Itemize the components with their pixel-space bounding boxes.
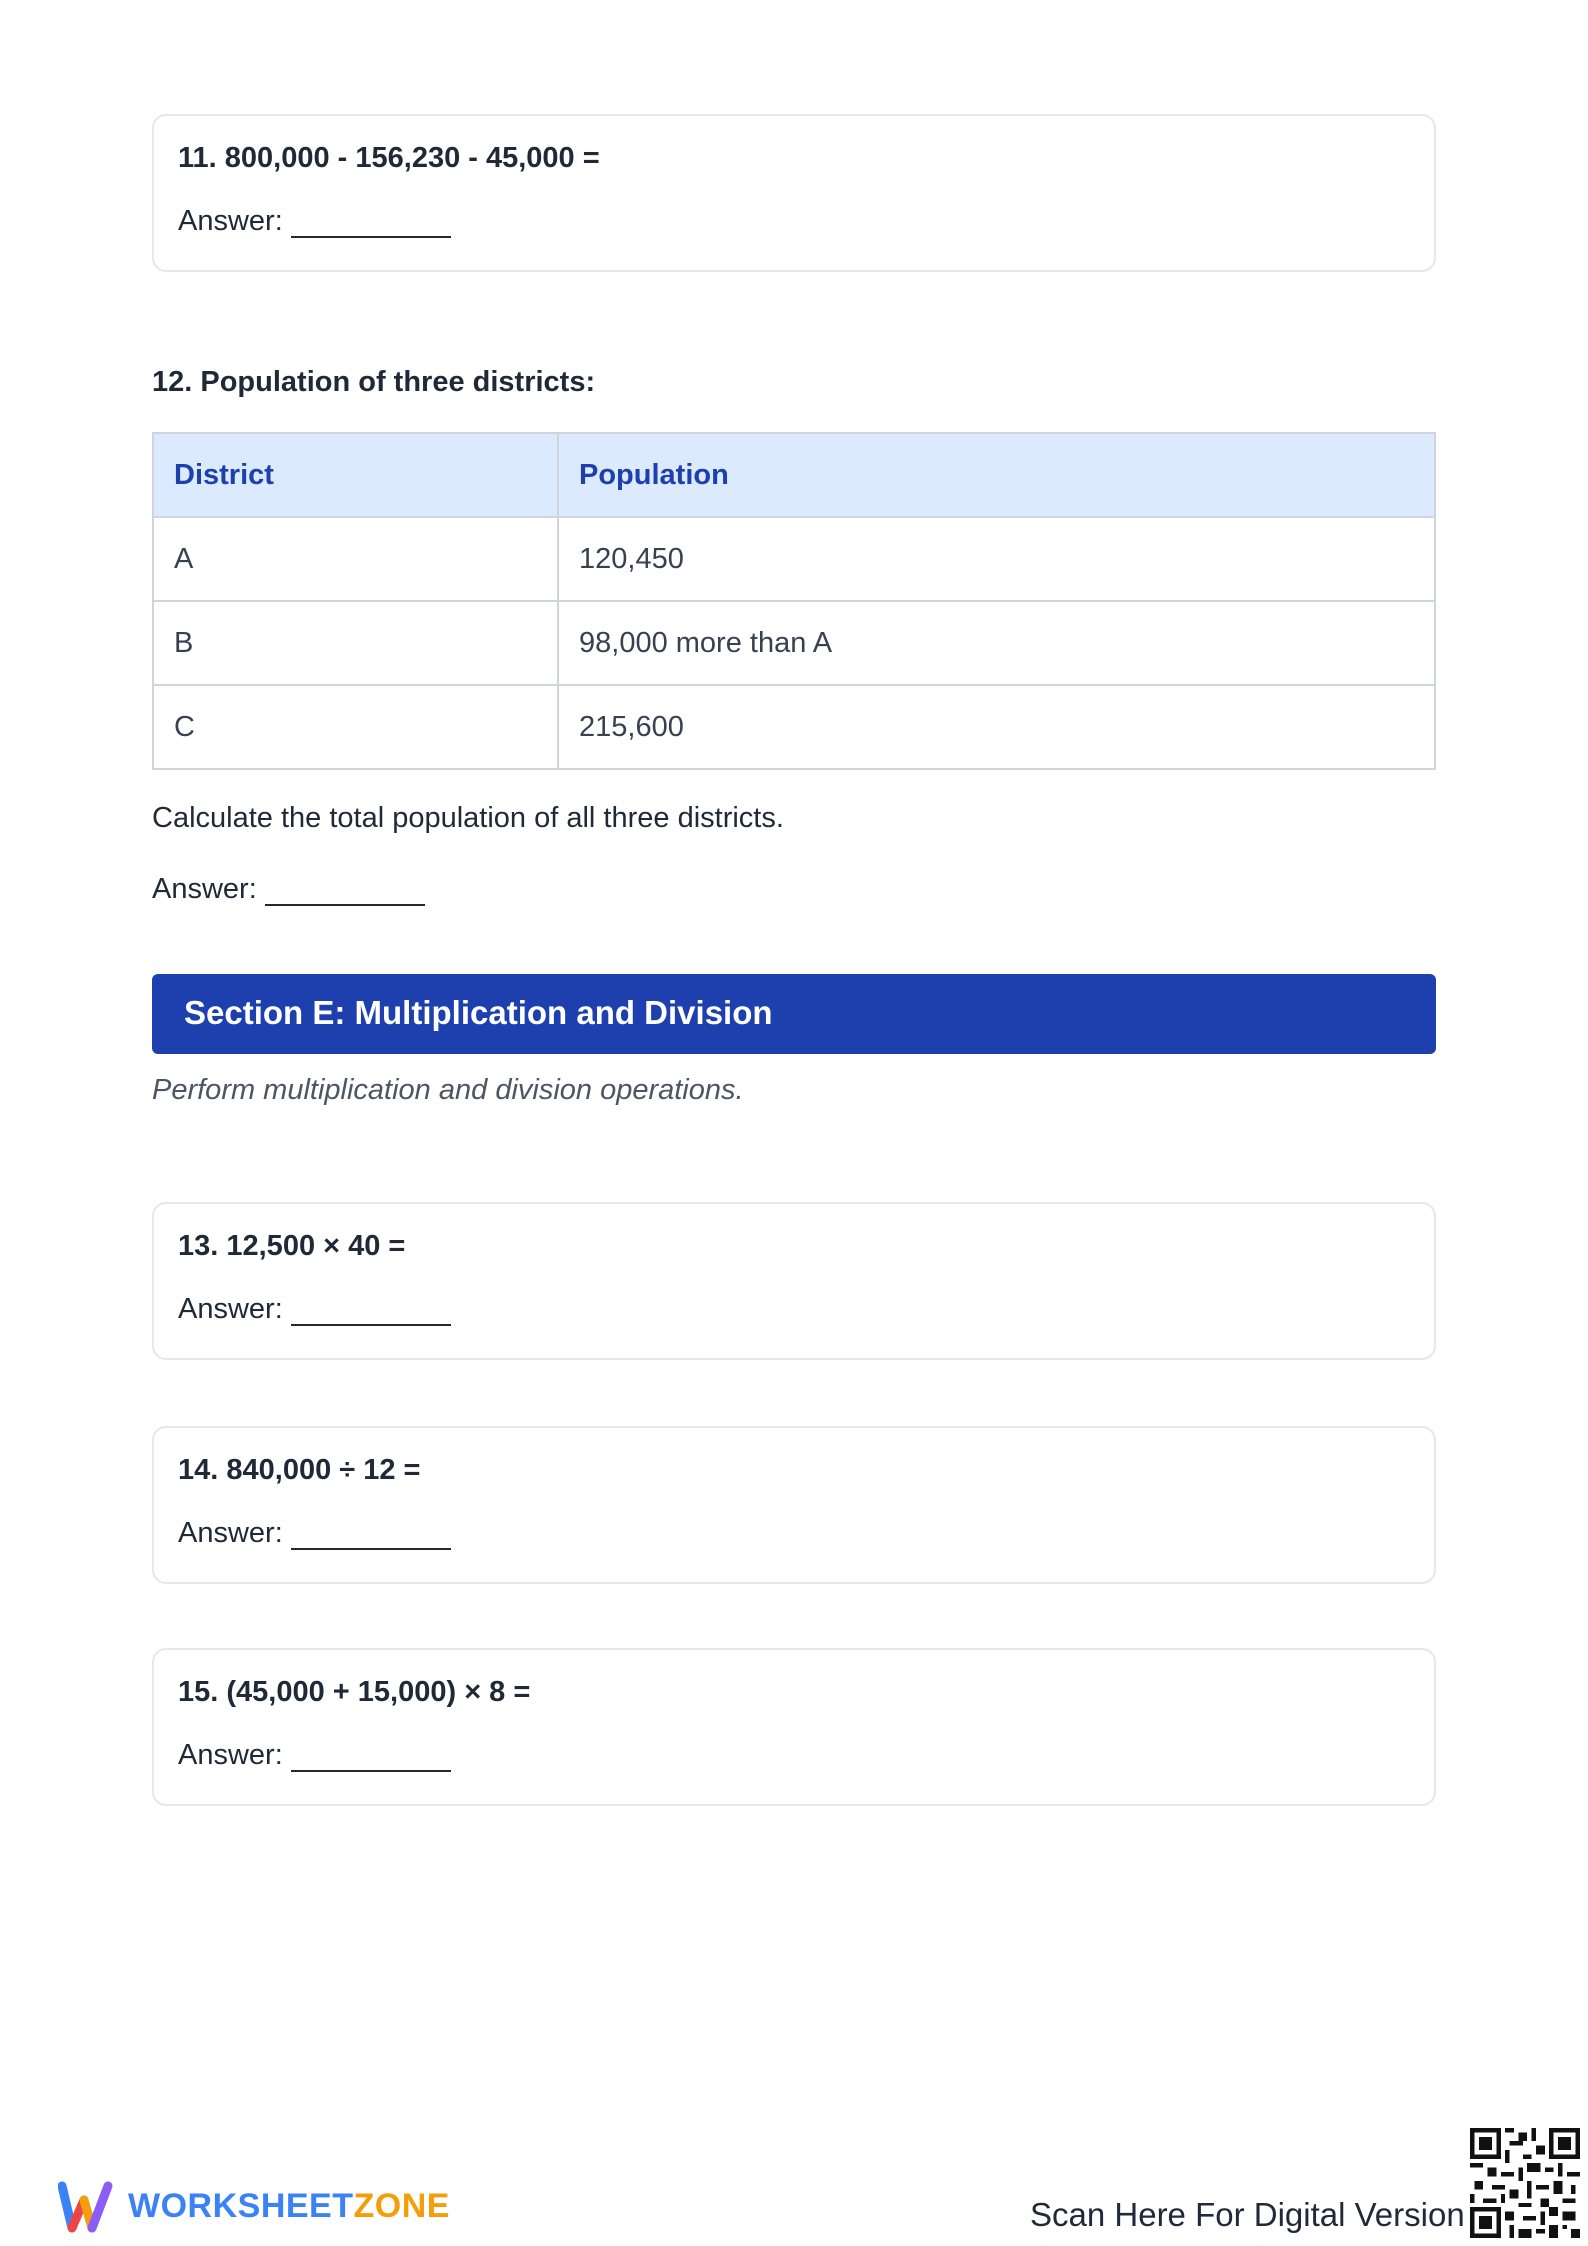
table-cell: 120,450 [558,517,1435,601]
question-card-15 [152,1648,1436,1806]
answer-blank[interactable] [291,1292,451,1326]
answer-label: Answer: [178,1517,283,1549]
logo-wordmark: WORKSHEETZONE [128,2186,450,2225]
answer-blank[interactable] [291,204,451,238]
worksheetzone-logo[interactable] [58,2178,450,2234]
answer-row [152,872,425,906]
table-cell: 215,600 [558,685,1435,769]
section-header [152,974,1436,1054]
table-row [153,685,1435,769]
question-text: 15. (45,000 + 15,000) × 8 = [178,1676,531,1708]
question-prompt-12: Calculate the total population of all three districts. [152,802,784,834]
question-title-12: 12. Population of three districts: [152,366,596,398]
answer-label: Answer: [178,1739,283,1771]
logo-w-icon [58,2178,114,2234]
table-cell: C [153,685,558,769]
question-text: 13. 12,500 × 40 = [178,1230,406,1262]
answer-row [178,1292,451,1326]
scan-text: Scan Here For Digital Version [1030,2196,1465,2233]
answer-row [178,1738,451,1772]
answer-blank[interactable] [265,872,425,906]
section-description: Perform multiplication and division operations. [152,1074,744,1106]
question-text: 14. 840,000 ÷ 12 = [178,1454,421,1486]
question-text: 11. 800,000 - 156,230 - 45,000 = [178,142,600,174]
table-row [153,601,1435,685]
answer-blank[interactable] [291,1516,451,1550]
table-cell: 98,000 more than A [558,601,1435,685]
question-card-14 [152,1426,1436,1584]
answer-label: Answer: [152,873,257,905]
answer-blank[interactable] [291,1738,451,1772]
question-card-11 [152,114,1436,272]
table-cell: B [153,601,558,685]
table-header-cell: District [153,433,558,517]
table-cell: A [153,517,558,601]
answer-row [178,204,451,238]
table-header-row [153,433,1435,517]
question-card-13 [152,1202,1436,1360]
section-title: Section E: Multiplication and Division [184,994,773,1031]
table-row [153,517,1435,601]
population-table [152,432,1436,770]
answer-label: Answer: [178,205,283,237]
table-header-cell: Population [558,433,1435,517]
qr-code-icon[interactable] [1470,2128,1580,2238]
answer-label: Answer: [178,1293,283,1325]
answer-row [178,1516,451,1550]
